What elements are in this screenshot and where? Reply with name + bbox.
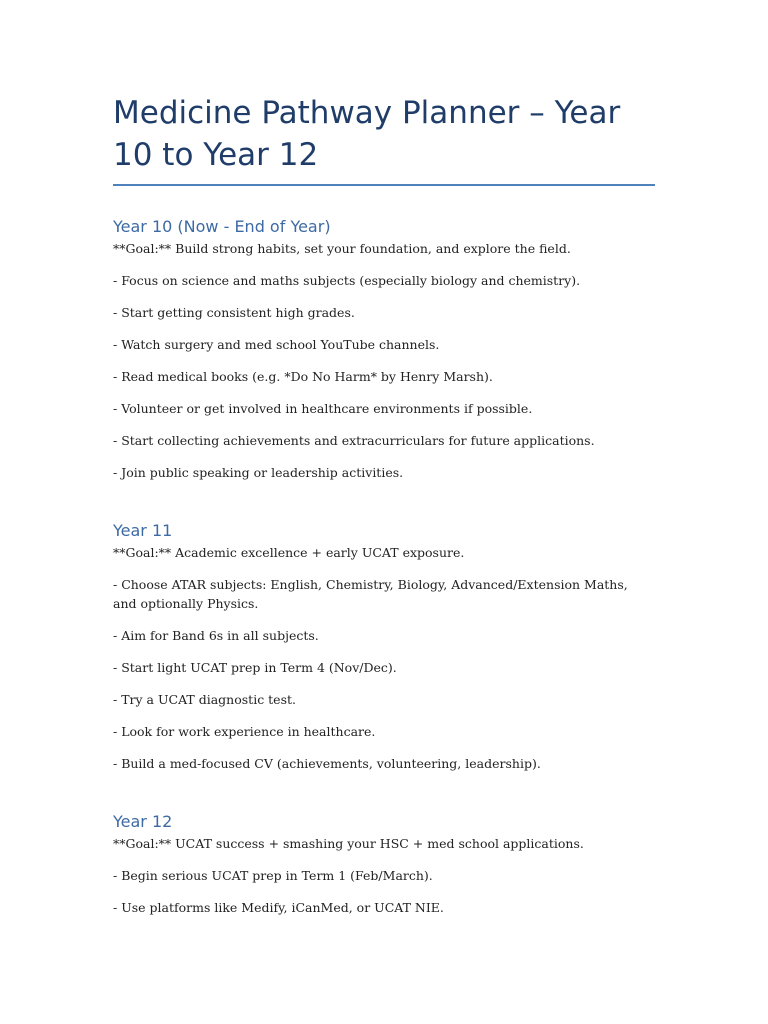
list-item: - Begin serious UCAT prep in Term 1 (Feb/March). xyxy=(113,868,433,883)
list-item: - Read medical books (e.g. *Do No Harm* by Henry Marsh). xyxy=(113,369,493,384)
list-item: - Join public speaking or leadership activities. xyxy=(113,465,404,480)
list-item: - Start collecting achievements and extracurriculars for future applications. xyxy=(113,433,595,448)
list-item: - Aim for Band 6s in all subjects. xyxy=(113,628,319,643)
list-item: - Start getting consistent high grades. xyxy=(113,305,355,320)
list-item: - Build a med-focused CV (achievements, volunteering, leadership). xyxy=(113,756,541,771)
list-item: - Try a UCAT diagnostic test. xyxy=(113,692,296,707)
section-year-11 xyxy=(113,520,655,773)
page-title: Medicine Pathway Planner – Year 10 to Year 12 xyxy=(113,92,655,186)
list-item: - Use platforms like Medify, iCanMed, or UCAT NIE. xyxy=(113,900,444,915)
list-item: - Watch surgery and med school YouTube channels. xyxy=(113,337,440,352)
section-year-12 xyxy=(113,811,655,917)
list-item: - Look for work experience in healthcare. xyxy=(113,724,376,739)
section-heading: Year 11 xyxy=(113,521,173,540)
list-item: - Choose ATAR subjects: English, Chemistry, Biology, Advanced/Extension Maths, and optionally Physics. xyxy=(113,577,628,611)
goal-text: **Goal:** Build strong habits, set your foundation, and explore the field. xyxy=(113,241,571,256)
document-page xyxy=(113,92,655,930)
list-item: - Focus on science and maths subjects (especially biology and chemistry). xyxy=(113,273,581,288)
goal-text: **Goal:** UCAT success + smashing your HSC + med school applications. xyxy=(113,836,584,851)
list-item: - Volunteer or get involved in healthcare environments if possible. xyxy=(113,401,533,416)
list-item: - Start light UCAT prep in Term 4 (Nov/Dec). xyxy=(113,660,397,675)
goal-text: **Goal:** Academic excellence + early UCAT exposure. xyxy=(113,545,465,560)
section-heading: Year 12 xyxy=(113,812,173,831)
section-heading: Year 10 (Now - End of Year) xyxy=(113,217,331,236)
section-year-10 xyxy=(113,216,655,482)
